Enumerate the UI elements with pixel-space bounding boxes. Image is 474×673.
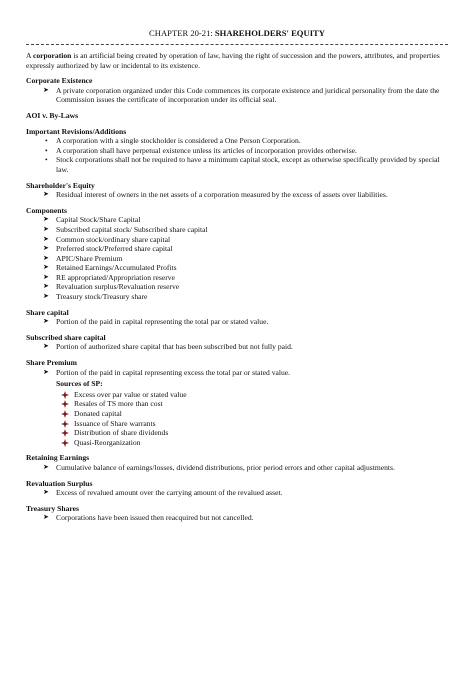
dot-bullet-icon: • [45, 155, 48, 165]
dot-bullet-icon: • [45, 136, 48, 146]
heading-share-premium: Share Premium [26, 358, 77, 368]
arrow-bullet-icon: ➤ [43, 317, 49, 326]
star-bullet-icon [61, 420, 69, 428]
list-item: ➤ Corporations have been issued then reacquired but not cancelled. [43, 513, 254, 523]
list-item: ➤ RE appropriated/Appropriation reserve [43, 272, 175, 282]
arrow-bullet-icon: ➤ [43, 85, 49, 94]
arrow-bullet-icon: ➤ [43, 342, 49, 351]
heading-aoi-bylaws: AOI v. By-Laws [26, 110, 79, 120]
list-item: ➤ A private corporation organized under this Code commences its corporate existence and juridical personality from the date the Commission issues the certificate of incorporation under its official seal. [43, 85, 440, 105]
retained-earnings-list [26, 463, 448, 473]
arrow-bullet-icon: ➤ [43, 292, 49, 301]
arrow-bullet-icon: ➤ [43, 244, 49, 253]
arrow-bullet-icon: ➤ [43, 282, 49, 291]
intro-term: corporation [32, 51, 72, 60]
list-item: ➤ Preferred stock/Preferred share capital [43, 244, 173, 254]
list-item: ➤ Excess of revalued amount over the carrying amount of the revalued asset. [43, 488, 283, 498]
list-item: ➤ Treasury stock/Treasury share [43, 292, 148, 302]
star-bullet-icon [61, 391, 69, 399]
list-item: ➤ Revaluation surplus/Revaluation reserve [43, 282, 180, 292]
list-item: • A corporation with a single stockholder is considered a One Person Corporation. [45, 136, 301, 146]
arrow-bullet-icon: ➤ [43, 367, 49, 376]
revaluation-list [26, 488, 448, 498]
title-main: SHAREHOLDERS' EQUITY [214, 28, 325, 38]
list-item: Issuance of Share warrants [56, 419, 448, 429]
heading-components: Components [26, 205, 67, 215]
list-item: Excess over par value or stated value [56, 390, 448, 400]
star-bullet-icon [61, 410, 69, 418]
list-item: ➤ Cumulative balance of earnings/losses, dividend distributions, prior period errors and other capital adjustments. [43, 462, 395, 472]
heading-sources-of-sp: Sources of SP: [56, 379, 103, 389]
list-item: ➤ Common stock/ordinary share capital [43, 234, 171, 244]
arrow-bullet-icon: ➤ [43, 488, 49, 497]
arrow-bullet-icon: ➤ [43, 462, 49, 471]
heading-treasury-shares: Treasury Shares [26, 503, 79, 513]
intro-pre: A [26, 51, 33, 60]
arrow-bullet-icon: ➤ [43, 253, 49, 262]
list-item: ➤ Portion of the paid in capital representing excess the total par or stated value. [43, 367, 291, 377]
equity-list [26, 190, 448, 200]
list-item: • Stock corporations shall not be required to have a minimum capital stock, except as otherwise specifically provided by special law. [45, 155, 440, 174]
share-premium-list [26, 368, 448, 378]
page-title [26, 28, 448, 38]
intro-rest: is an artificial being created by operation of law, having the right of succession and the powers, attributes, and properties expressly authorized by law or incidental to its existence. [26, 51, 440, 70]
list-item: • A corporation shall have perpetual existence unless its articles of incorporation provides otherwise. [45, 145, 357, 155]
list-item: ➤ Subscribed capital stock/ Subscribed share capital [43, 224, 208, 234]
heading-subscribed-share-capital: Subscribed share capital [26, 332, 106, 342]
list-item: Quasi-Reorganization [56, 438, 448, 448]
heading-retaining-earnings: Retaining Earnings [26, 453, 90, 463]
star-bullet-icon [61, 429, 69, 437]
dot-bullet-icon: • [45, 145, 48, 155]
star-bullet-icon [61, 439, 69, 447]
list-item: Distribution of share dividends [56, 428, 448, 438]
heading-revaluation-surplus: Revaluation Surplus [26, 478, 93, 488]
components-list [26, 215, 448, 301]
list-item: Resales of TS more than cost [56, 399, 448, 409]
corporate-existence-list [26, 86, 448, 105]
arrow-bullet-icon: ➤ [43, 224, 49, 233]
sources-list [56, 390, 448, 448]
heading-share-capital: Share capital [26, 307, 69, 317]
sources-of-sp [56, 379, 448, 447]
list-item: Donated capital [56, 409, 448, 419]
arrow-bullet-icon: ➤ [43, 190, 49, 199]
arrow-bullet-icon: ➤ [43, 263, 49, 272]
list-item: ➤ Capital Stock/Share Capital [43, 215, 141, 225]
list-item: ➤ Residual interest of owners in the net assets of a corporation measured by the excess of assets over liabilities. [43, 190, 388, 200]
arrow-bullet-icon: ➤ [43, 513, 49, 522]
title-divider [26, 44, 448, 45]
list-item: ➤ Retained Earnings/Accumulated Profits [43, 263, 177, 273]
heading-corporate-existence: Corporate Existence [26, 76, 93, 86]
arrow-bullet-icon: ➤ [43, 215, 49, 224]
revisions-list [26, 136, 448, 174]
subscribed-list [26, 342, 448, 352]
arrow-bullet-icon: ➤ [43, 272, 49, 281]
arrow-bullet-icon: ➤ [43, 234, 49, 243]
title-prefix: CHAPTER 20-21: [149, 28, 215, 38]
list-item: ➤ APIC/Share Premium [43, 253, 123, 263]
treasury-list [26, 513, 448, 523]
heading-shareholders-equity: Shareholder's Equity [26, 180, 95, 190]
list-item: ➤ Portion of authorized share capital that has been subscribed but not fully paid. [43, 342, 293, 352]
heading-important-revisions: Important Revisions/Additions [26, 126, 127, 136]
list-item: ➤ Portion of the paid in capital representing the total par or stated value. [43, 317, 269, 327]
star-bullet-icon [61, 400, 69, 408]
intro-paragraph [26, 51, 448, 70]
share-capital-list [26, 317, 448, 327]
